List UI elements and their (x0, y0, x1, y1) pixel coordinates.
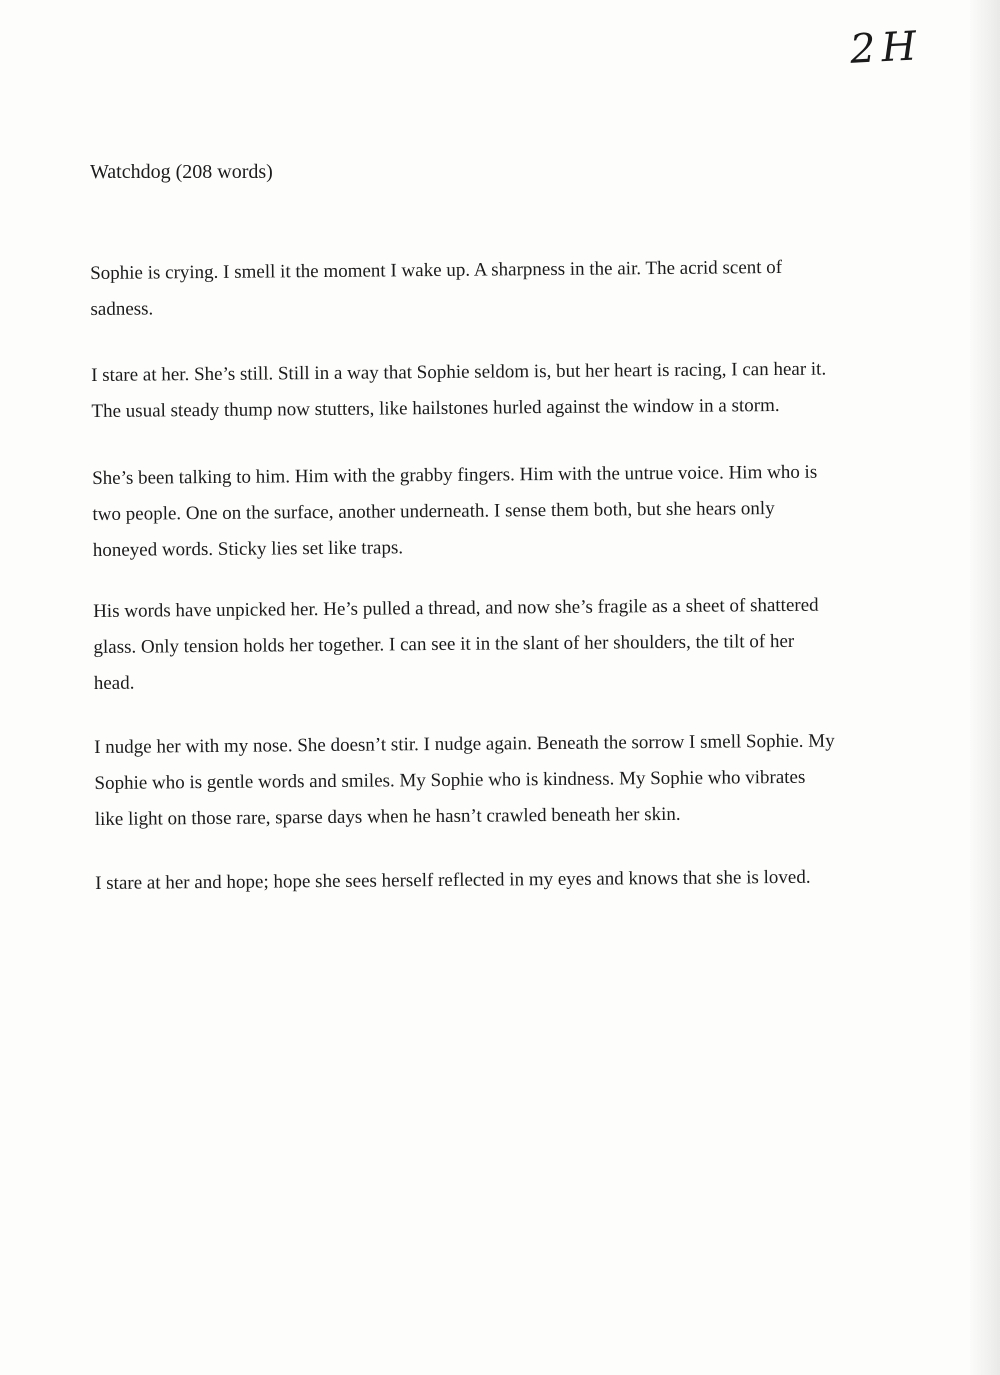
paragraph-4 (93, 587, 884, 702)
paragraph-line: His words have unpicked her. He’s pulled a thread, and now she’s fragile as a sheet of shattered (93, 594, 819, 622)
paragraph-line: Sophie who is gentle words and smiles. My Sophie who is kindness. My Sophie who vibrates (94, 766, 806, 794)
paragraph-6 (95, 859, 885, 902)
paragraph-line: honeyed words. Sticky lies set like traps. (92, 537, 404, 561)
paragraph-line: I stare at her and hope; hope she sees herself reflected in my eyes and knows that she is loved. (95, 866, 811, 894)
paragraph-line: glass. Only tension holds her together. I can see it in the slant of her shoulders, the tilt of her (93, 630, 795, 658)
handwritten-page-mark: 2H (848, 23, 924, 73)
paragraph-line: I nudge her with my nose. She doesn’t stir. I nudge again. Beneath the sorrow I smell Sophie. My (94, 730, 835, 758)
paragraph-3 (92, 454, 883, 569)
paragraph-line: like light on those rare, sparse days when he hasn’t crawled beneath her skin. (94, 803, 681, 830)
paragraph-line: head. (93, 672, 135, 694)
story-title: Watchdog (208 words) (90, 161, 273, 183)
paragraph-line: sadness. (90, 298, 154, 320)
paragraph-2 (91, 351, 882, 430)
paragraph-1 (90, 249, 881, 328)
paragraph-line: Sophie is crying. I smell it the moment I wake up. A sharpness in the air. The acrid scent of (90, 256, 783, 284)
paragraph-line: The usual steady thump now stutters, like hailstones hurled against the window in a storm. (91, 394, 780, 422)
paragraph-5 (94, 723, 885, 838)
paragraph-line: I stare at her. She’s still. Still in a way that Sophie seldom is, but her heart is racing, I can hear it. (91, 358, 827, 386)
paragraph-line: She’s been talking to him. Him with the grabby fingers. Him with the untrue voice. Him who is (92, 461, 818, 489)
paragraph-line: two people. One on the surface, another underneath. I sense them both, but she hears only (92, 498, 775, 525)
